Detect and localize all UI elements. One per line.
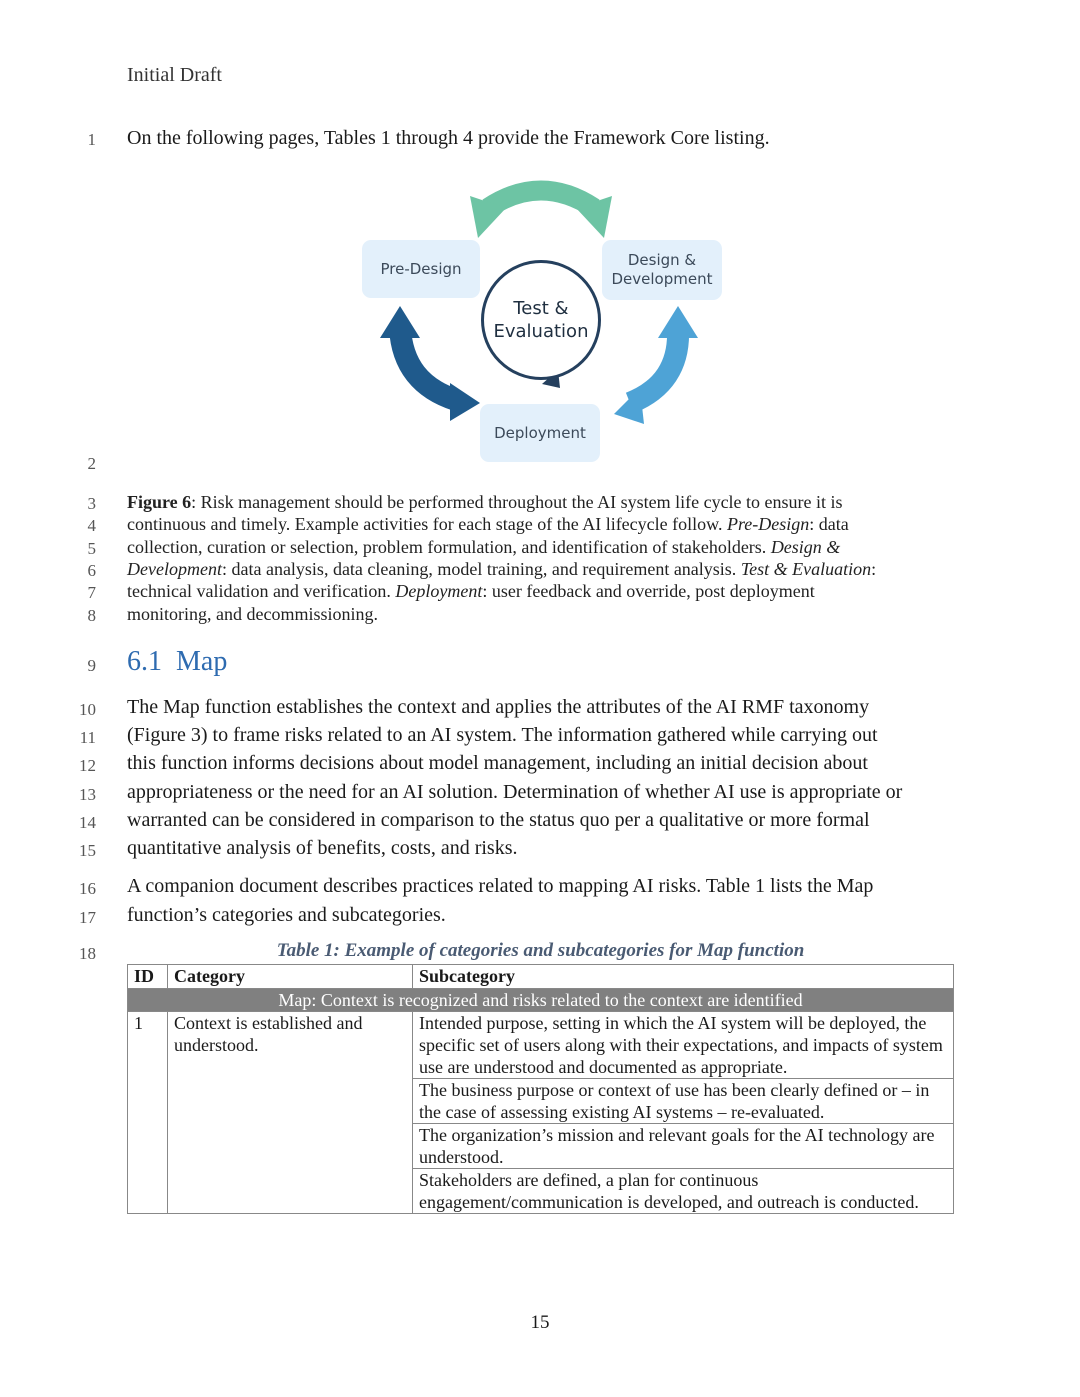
subcategory-cell: Stakeholders are defined, a plan for continuous engagement/communication is developed, and outreach is conducted. — [413, 1169, 954, 1214]
subcategory-cell: The organization’s mission and relevant goals for the AI technology are understood. — [413, 1124, 954, 1169]
paragraph-line: appropriateness or the need for an AI solution. Determination of whether AI use is appropriate or — [127, 780, 903, 803]
paragraph-line: function’s categories and subcategories. — [127, 903, 446, 926]
stage-design-development-label-1: Design & — [627, 251, 697, 270]
stage-deployment — [480, 404, 600, 462]
left-arrow-head-right — [450, 383, 480, 421]
map-banner: Map: Context is recognized and risks related to the context are identified — [128, 989, 954, 1012]
caption-line — [127, 492, 843, 513]
line-number: 16 — [79, 879, 96, 898]
caption-text: : data — [809, 514, 849, 534]
caption-text: Design & — [770, 537, 841, 557]
line-number: 2 — [87, 454, 96, 473]
caption-text: Pre-Design — [726, 514, 810, 534]
paragraph-line: warranted can be considered in comparison to the status quo per a qualitative or more formal — [127, 808, 870, 831]
caption-text: Test & Evaluation — [740, 559, 872, 579]
caption-line — [127, 514, 849, 535]
lifecycle-diagram — [358, 178, 724, 468]
page-number: 15 — [530, 1312, 550, 1333]
line-number: 7 — [87, 583, 96, 602]
paragraph-line: (Figure 3) to frame risks related to an AI system. The information gathered while carrying out — [127, 724, 878, 747]
line-number: 17 — [79, 907, 96, 927]
line-number: 4 — [87, 516, 96, 535]
table-row — [128, 1012, 954, 1079]
header-id: ID — [128, 965, 168, 989]
left-arrow-icon — [400, 328, 456, 400]
line-number: 6 — [87, 561, 96, 580]
caption-text: : Risk management should be performed throughout the AI system life cycle to ensure it is — [191, 492, 843, 512]
map-table — [127, 964, 954, 1214]
right-arrow-head-up — [658, 306, 698, 338]
header-category: Category — [168, 965, 413, 989]
left-arrow-head-up — [380, 306, 420, 338]
table-header-row — [128, 965, 954, 989]
caption-text: monitoring, and decommissioning. — [127, 604, 378, 624]
section-title: Map — [176, 646, 228, 677]
stage-test-evaluation-label-1: Test & — [513, 297, 569, 319]
caption-text: Figure 6 — [127, 492, 192, 512]
line-number: 18 — [79, 944, 96, 963]
stage-design-development-label-2: Development — [611, 270, 713, 288]
line-number: 9 — [87, 656, 96, 675]
line-number: 5 — [87, 539, 96, 558]
table-title: Table 1: Example of categories and subcategories for Map function — [276, 940, 805, 961]
line-number: 14 — [79, 812, 96, 832]
line-number: 11 — [79, 728, 96, 748]
line-number: 3 — [87, 494, 96, 513]
header-subcategory: Subcategory — [413, 965, 954, 989]
stage-pre-design-label: Pre-Design — [380, 259, 462, 278]
stage-pre-design — [362, 240, 480, 298]
caption-text: technical validation and verification. — [127, 581, 396, 601]
caption-text: : data analysis, data cleaning, model training, and requirement analysis. — [221, 559, 741, 579]
stage-test-evaluation-label-2: Evaluation — [493, 321, 589, 342]
line-number: 13 — [79, 784, 96, 804]
row-category: Context is established and understood. — [168, 1012, 413, 1214]
caption-text: continuous and timely. Example activities for each stage of the AI lifecycle follow. — [127, 514, 727, 534]
section-heading — [127, 646, 227, 678]
paragraph-line: A companion document describes practices related to mapping AI risks. Table 1 lists the Map — [127, 875, 874, 897]
subcategory-cell: Intended purpose, setting in which the AI system will be deployed, the specific set of users along with their expectations, and impacts of system use are understood and documented as appropriate. — [413, 1012, 954, 1079]
line-number: 15 — [79, 841, 96, 860]
line-number: 1 — [87, 130, 96, 149]
paragraph-line: The Map function establishes the context and applies the attributes of the AI RMF taxonomy — [127, 696, 870, 718]
caption-text: collection, curation or selection, problem formulation, and identification of stakeholders. — [127, 537, 771, 557]
paragraph-line: this function informs decisions about model management, including an initial decision about — [127, 752, 868, 775]
table-banner-row — [128, 989, 954, 1012]
stage-design-development — [602, 240, 722, 300]
caption-text: : user feedback and override, post deployment — [482, 581, 815, 601]
line-number: 10 — [79, 700, 96, 719]
line-number: 8 — [87, 606, 96, 625]
top-arrow-icon — [488, 191, 594, 209]
caption-line — [127, 537, 840, 558]
subcategory-cell: The business purpose or context of use has been clearly defined or – in the case of assessing existing AI systems – re-evaluated. — [413, 1079, 954, 1124]
stage-test-evaluation — [481, 260, 601, 380]
caption-text: : — [871, 559, 877, 579]
caption-text: Deployment — [395, 581, 483, 601]
caption-text: Development — [127, 559, 222, 579]
caption-line — [127, 559, 876, 580]
caption-line — [127, 604, 378, 625]
stage-deployment-label: Deployment — [494, 423, 586, 442]
intro-text: On the following pages, Tables 1 through 4 provide the Framework Core listing. — [127, 127, 770, 149]
row-id: 1 — [128, 1012, 168, 1214]
section-number: 6.1 — [127, 646, 162, 677]
running-header: Initial Draft — [127, 64, 222, 86]
caption-line — [127, 581, 815, 602]
paragraph-line: quantitative analysis of benefits, costs, and risks. — [127, 837, 518, 859]
line-number: 12 — [79, 756, 96, 776]
